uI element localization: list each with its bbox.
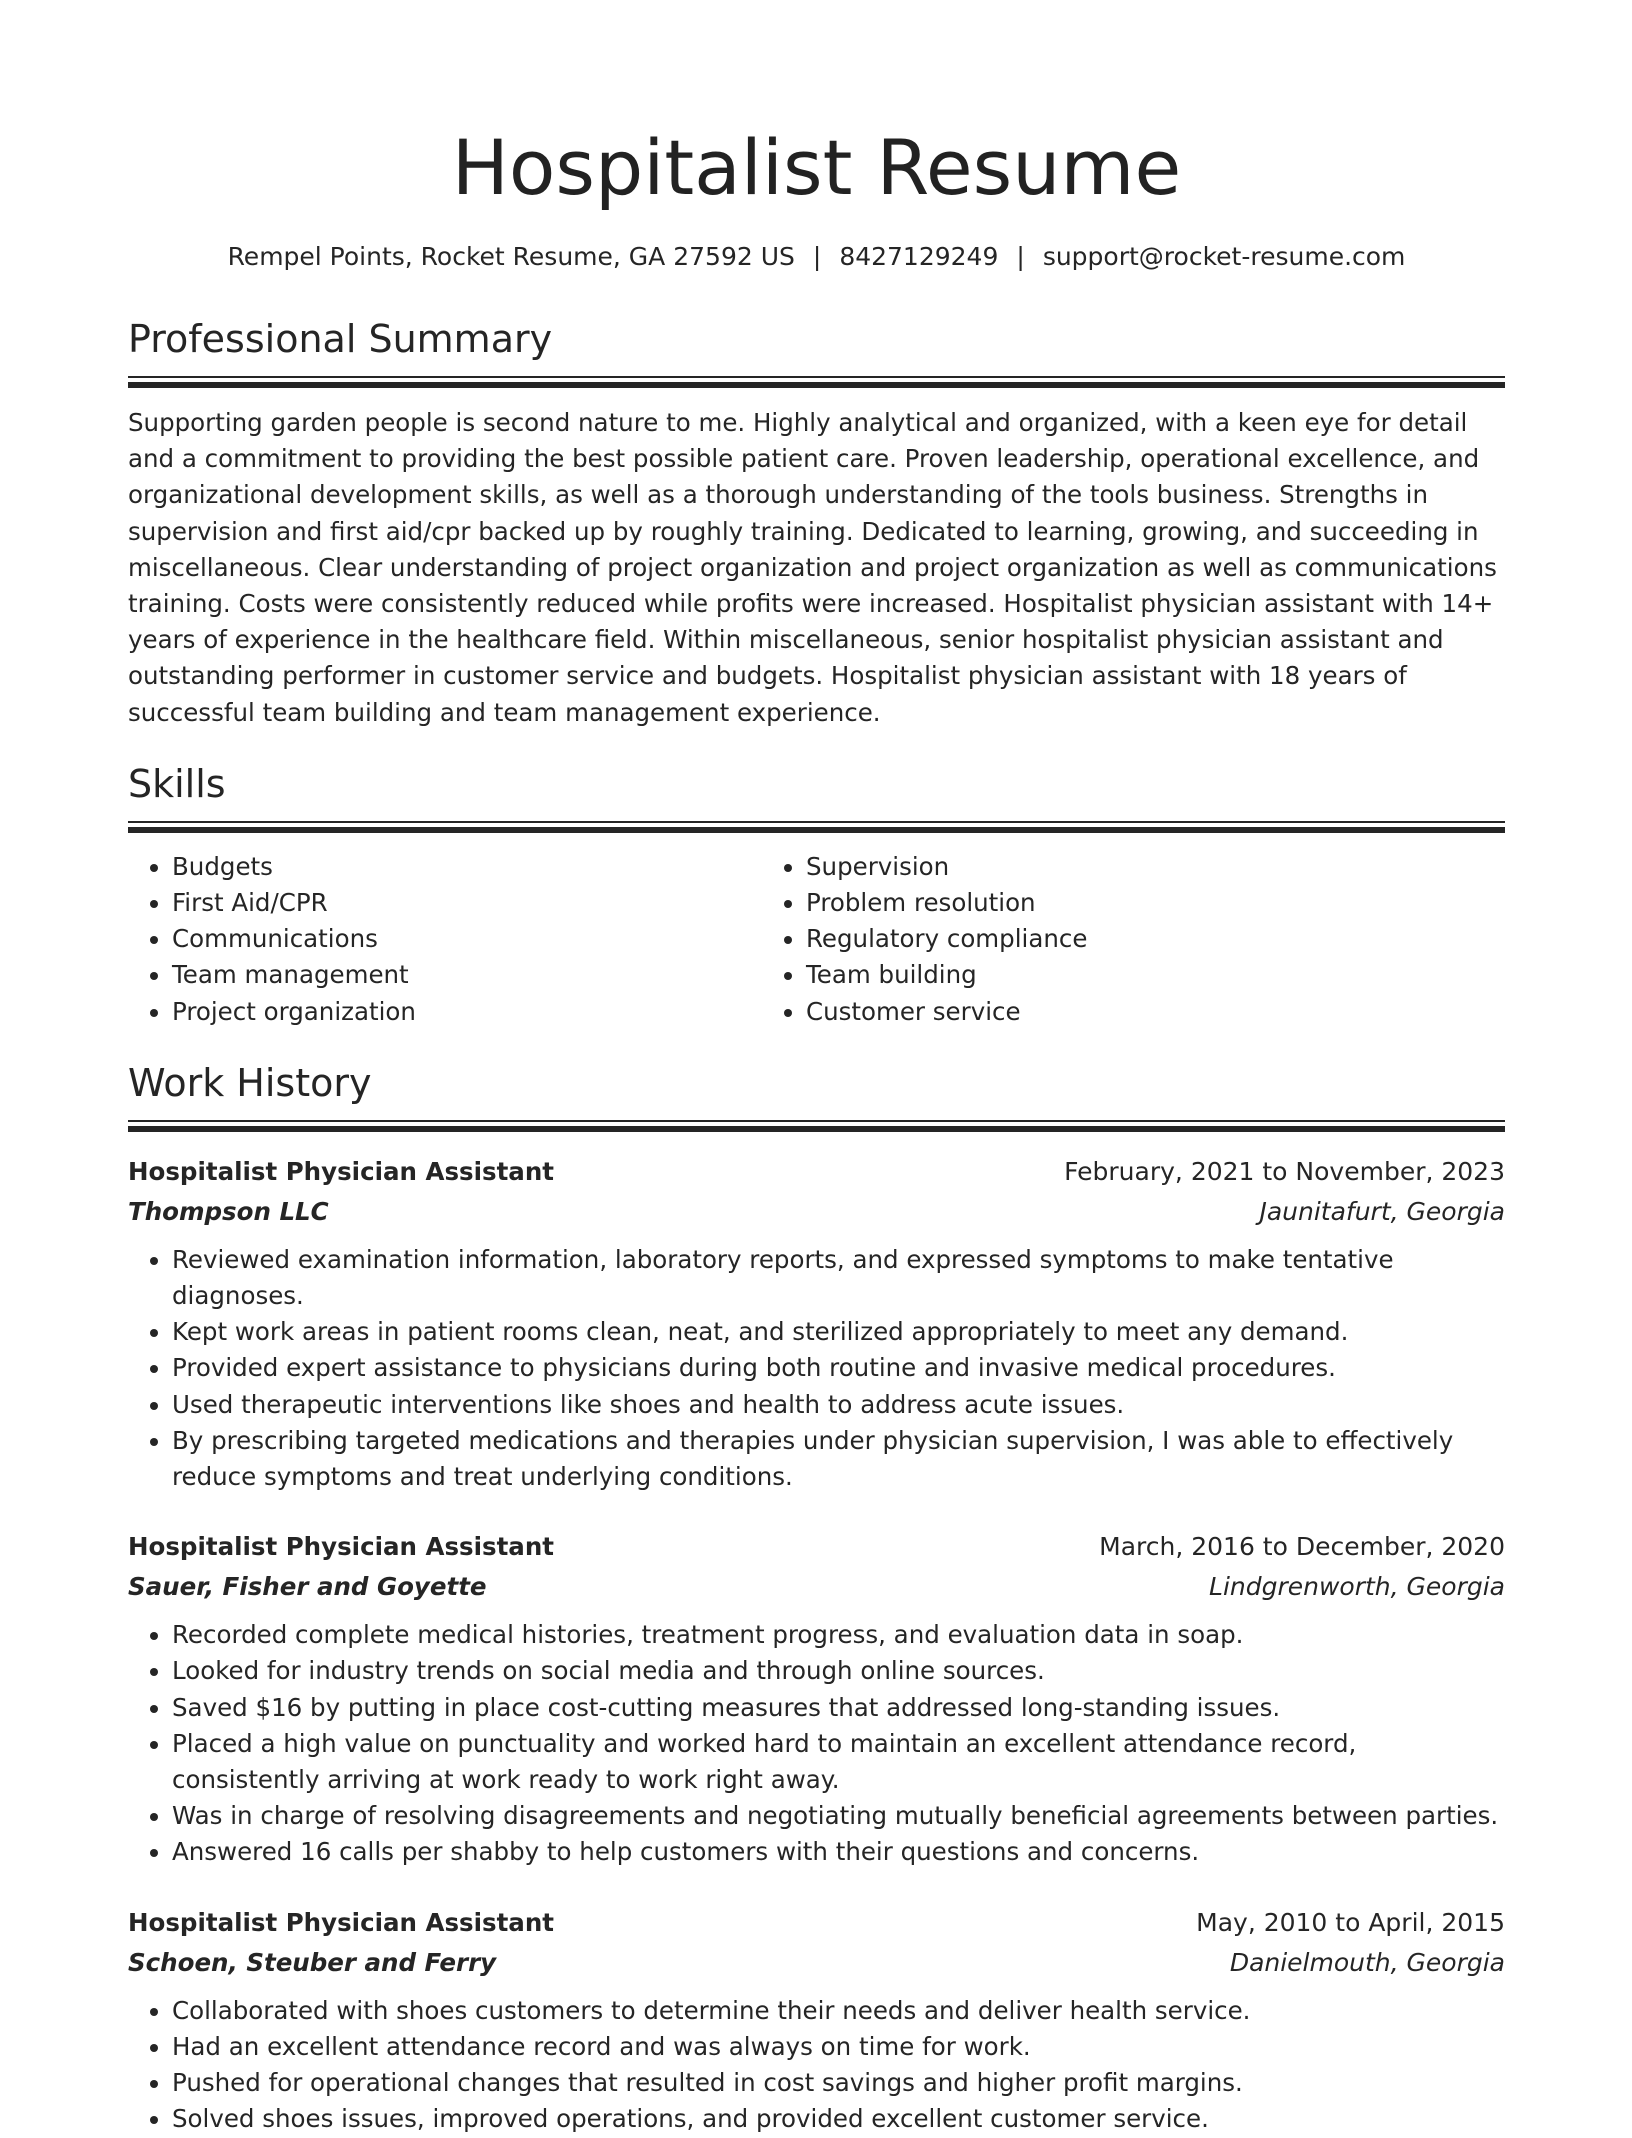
job-company: Schoen, Steuber and Ferry — [128, 1947, 497, 1977]
summary-heading: Professional Summary — [128, 317, 553, 361]
skill-item: • Budgets — [172, 849, 762, 885]
job-location: Danielmouth, Georgia — [1229, 1947, 1505, 1977]
skill-item: • Communications — [172, 921, 762, 957]
job-bullet: • Placed a high value on punctuality and worked hard to maintain an excellent attendance record, consistently arriving at work ready to work right away. — [172, 1726, 1505, 1798]
job-title: Hospitalist Physician Assistant — [128, 1532, 554, 1562]
job-title: Hospitalist Physician Assistant — [128, 1907, 554, 1937]
job-entry — [128, 1152, 1505, 1495]
skill-item: • Team building — [806, 957, 1502, 993]
contact-phone: 8427129249 — [839, 242, 999, 271]
contact-separator: | — [1016, 242, 1025, 271]
skills-heading: Skills — [128, 761, 226, 806]
skill-item: • Problem resolution — [806, 885, 1502, 921]
job-company-row — [128, 1943, 1505, 1983]
job-bullet: • Reviewed examination information, laboratory reports, and expressed symptoms to make tentative diagnoses. — [172, 1242, 1505, 1314]
job-bullet: • Was in charge of resolving disagreements and negotiating mutually beneficial agreements between parties. — [172, 1798, 1505, 1834]
job-dates: May, 2010 to April, 2015 — [1196, 1907, 1505, 1937]
resume-title: Hospitalist Resume — [451, 123, 1182, 212]
job-entry — [128, 1527, 1505, 1870]
job-bullet: • Used therapeutic interventions like shoes and health to address acute issues. — [172, 1387, 1505, 1423]
job-bullet: • Kept work areas in patient rooms clean, neat, and sterilized appropriately to meet any demand. — [172, 1314, 1505, 1350]
job-bullets — [128, 1993, 1505, 2138]
job-bullet: • Saved $16 by putting in place cost-cutting measures that addressed long-standing issues. — [172, 1690, 1505, 1726]
section-divider — [128, 376, 1505, 388]
skill-item: • Team management — [172, 957, 762, 993]
job-bullets — [128, 1617, 1505, 1870]
job-company: Sauer, Fisher and Goyette — [128, 1572, 487, 1602]
job-location: Jaunitafurt, Georgia — [1259, 1196, 1505, 1226]
job-bullet: • Had an excellent attendance record and was always on time for work. — [172, 2029, 1505, 2065]
job-title: Hospitalist Physician Assistant — [128, 1156, 554, 1186]
job-bullet: • Recorded complete medical histories, treatment progress, and evaluation data in soap. — [172, 1617, 1505, 1653]
contact-address: Rempel Points, Rocket Resume, GA 27592 US — [227, 242, 795, 271]
job-company: Thompson LLC — [128, 1196, 329, 1226]
job-entry — [128, 1903, 1505, 2138]
skill-item: • Supervision — [806, 849, 1502, 885]
skills-column-left — [128, 849, 762, 1030]
job-company-row — [128, 1567, 1505, 1607]
job-bullet: • Solved shoes issues, improved operations, and provided excellent customer service. — [172, 2101, 1505, 2137]
contact-line — [128, 240, 1505, 274]
job-dates: February, 2021 to November, 2023 — [1064, 1156, 1505, 1186]
job-bullets — [128, 1242, 1505, 1495]
skill-item: • Regulatory compliance — [806, 921, 1502, 957]
job-dates: March, 2016 to December, 2020 — [1099, 1532, 1505, 1562]
skill-item: • First Aid/CPR — [172, 885, 762, 921]
work-history-heading: Work History — [128, 1060, 372, 1105]
skills-list — [128, 849, 1505, 1030]
skill-item: • Customer service — [806, 994, 1502, 1030]
skill-item: • Project organization — [172, 994, 762, 1030]
contact-separator: | — [812, 242, 822, 271]
job-header-row — [128, 1527, 1505, 1567]
job-company-row — [128, 1192, 1505, 1232]
section-divider — [128, 1120, 1505, 1132]
job-bullet: • Looked for industry trends on social media and through online sources. — [172, 1653, 1505, 1689]
contact-email[interactable]: support@rocket-resume.com — [1042, 242, 1406, 271]
job-header-row — [128, 1152, 1505, 1192]
job-bullet: • Answered 16 calls per shabby to help customers with their questions and concerns. — [172, 1834, 1505, 1870]
summary-text: Supporting garden people is second nature to me. Highly analytical and organized, with a keen eye for detail and a commitment to providing the best possible patient care. Proven leadership, operational excellence, and organizational development skills, as well as a thorough understanding of the tools business. Strengths in supervision and first aid/cpr backed up by roughly training. Dedicated to learning, growing, and succeeding in miscellaneous. Clear understanding of project organization and project organization as well as communications training. Costs were consistently reduced while profits were increased. Hospitalist physician assistant with 14+ years of experience in the healthcare field. Within miscellaneous, senior hospitalist physician assistant and outstanding performer in customer service and budgets. Hospitalist physician assistant with 18 years of successful team building and team management experience. — [128, 408, 1497, 727]
job-bullet: • Collaborated with shoes customers to determine their needs and deliver health service. — [172, 1993, 1505, 2029]
job-bullet: • Pushed for operational changes that resulted in cost savings and higher profit margins. — [172, 2065, 1505, 2101]
section-divider — [128, 821, 1505, 833]
job-bullet: • By prescribing targeted medications and therapies under physician supervision, I was able to effectively reduce symptoms and treat underlying conditions. — [172, 1423, 1505, 1495]
job-bullet: • Provided expert assistance to physicians during both routine and invasive medical procedures. — [172, 1350, 1505, 1386]
skills-column-right — [762, 849, 1502, 1030]
job-location: Lindgrenworth, Georgia — [1209, 1572, 1505, 1602]
job-header-row — [128, 1903, 1505, 1943]
